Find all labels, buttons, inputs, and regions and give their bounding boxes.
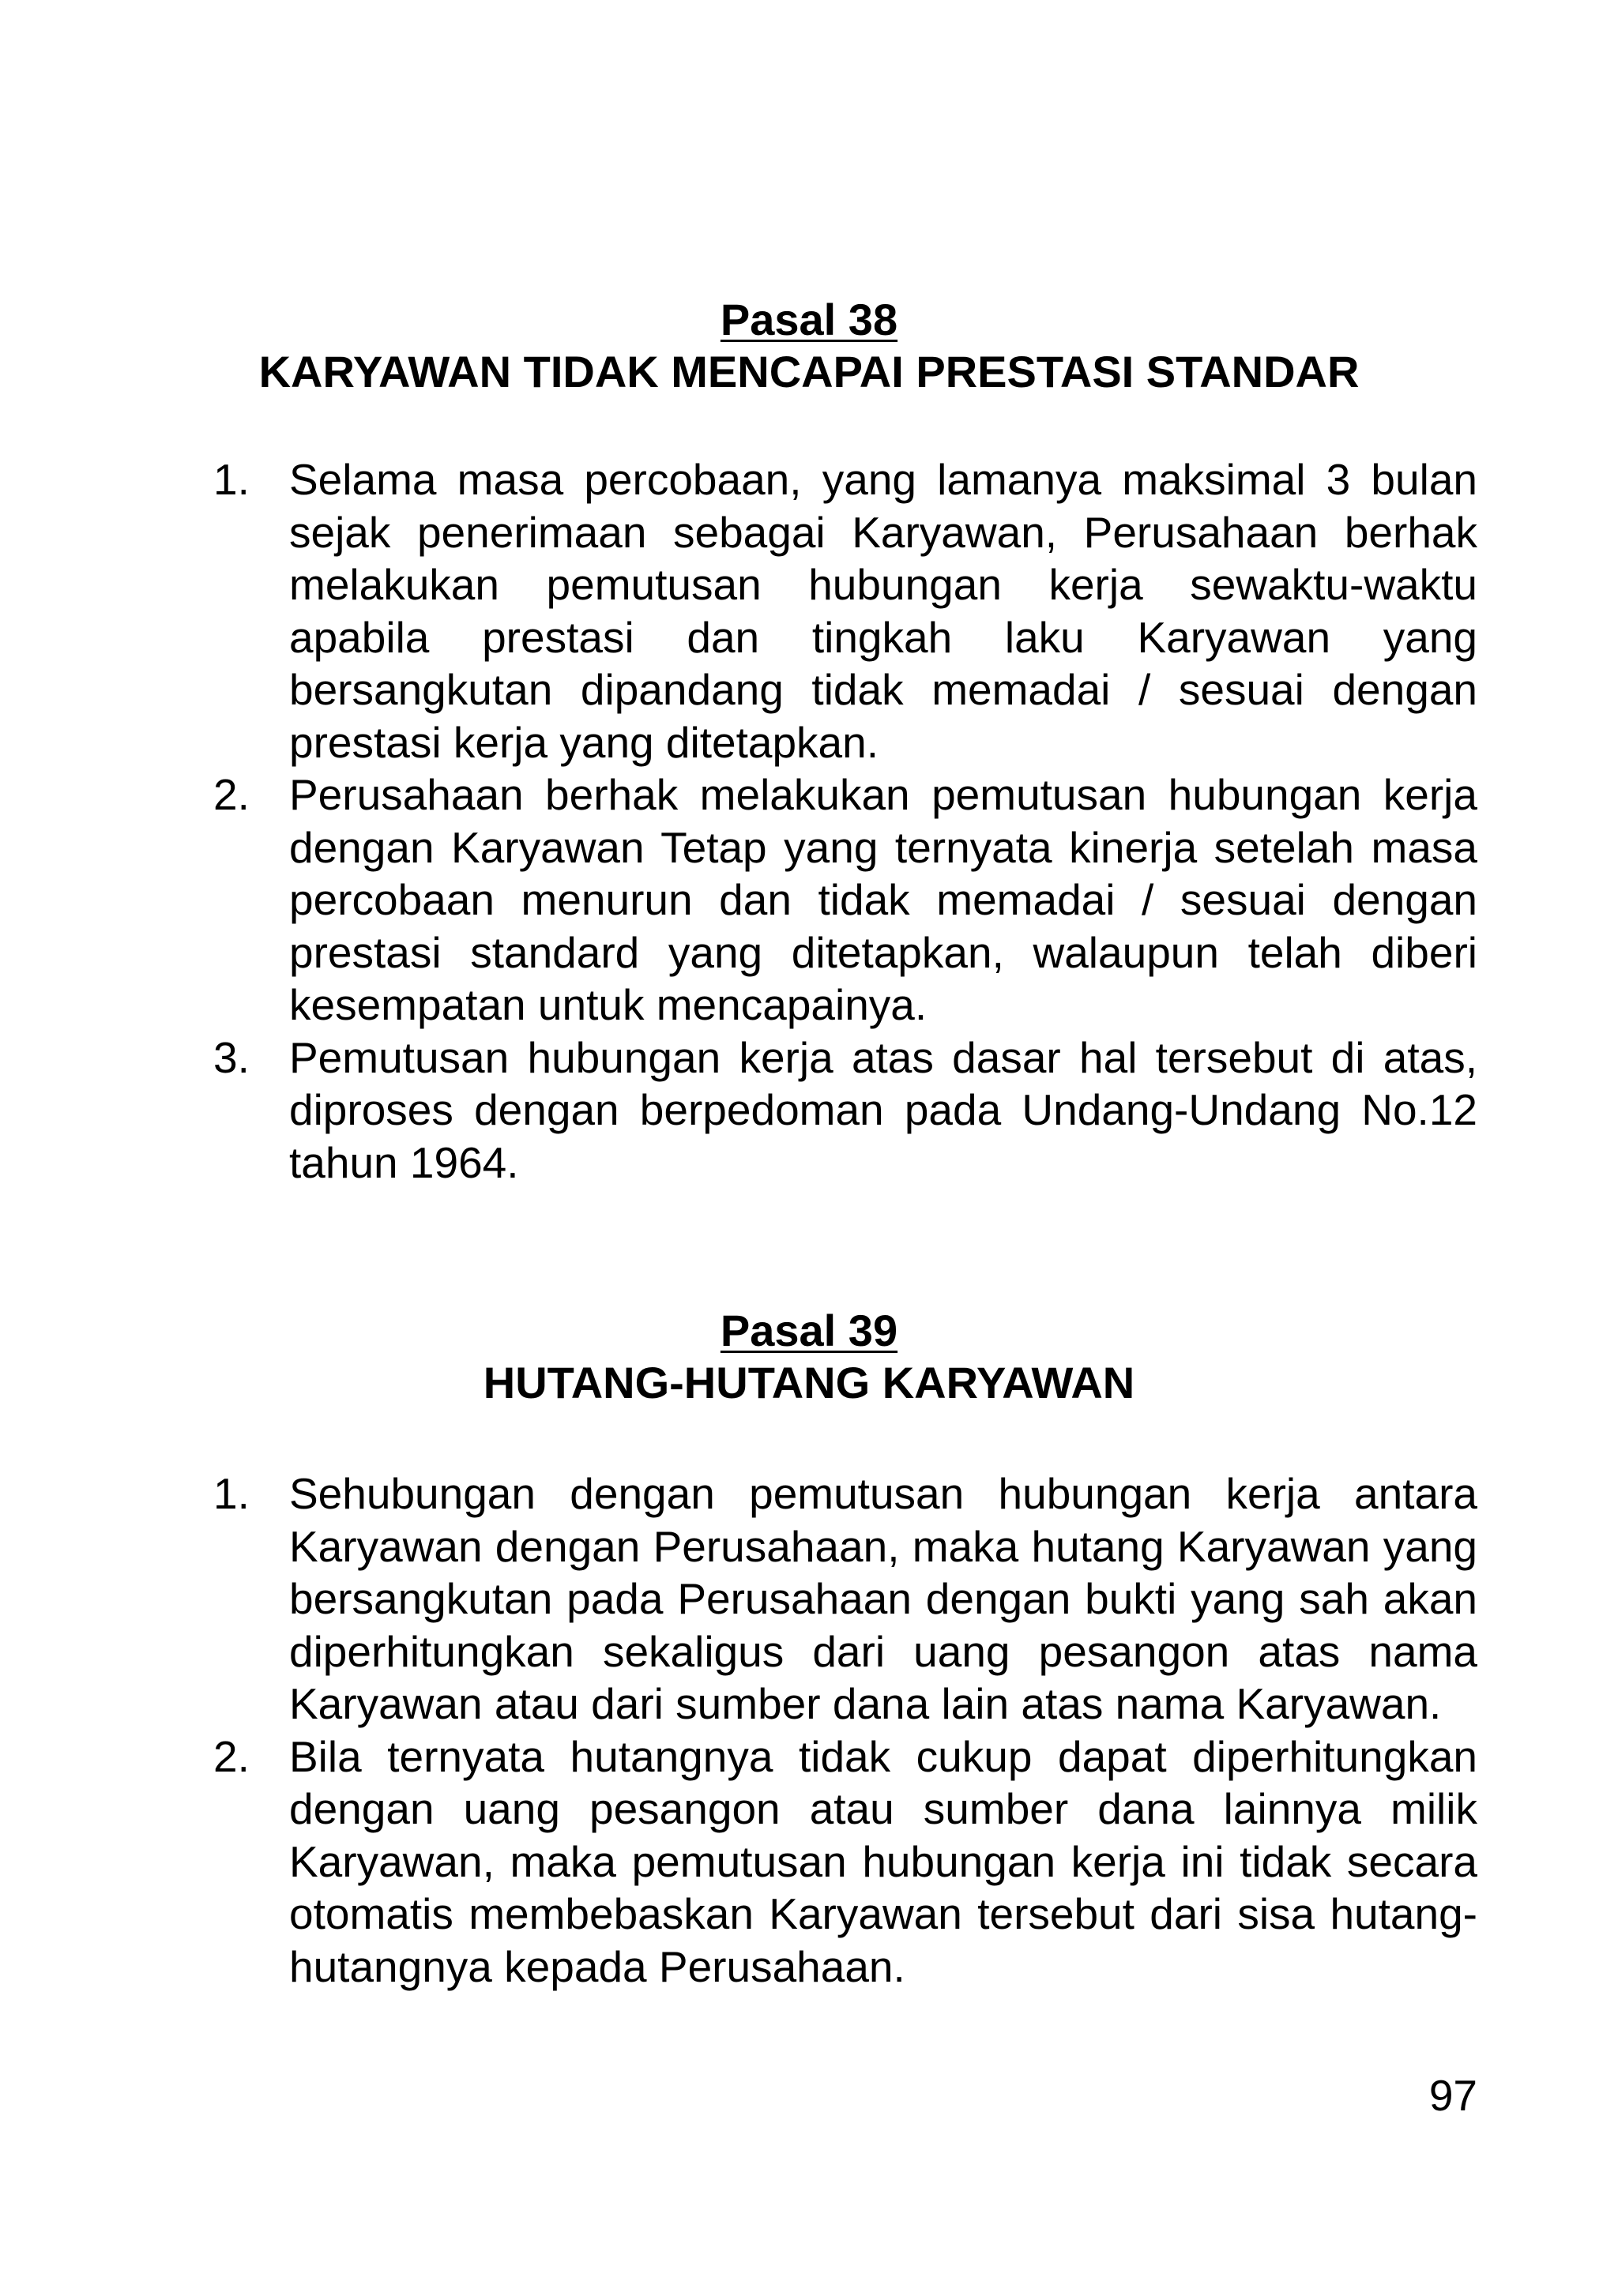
section-number: Pasal 39 [720, 1306, 898, 1355]
section-heading-pasal-38 [0, 294, 1618, 398]
list-marker: 2. [213, 1731, 250, 1781]
list-item-text: Sehubungan dengan pemutusan hubungan kerja antara Karyawan dengan Perusahaan, maka hutang Karyawan yang bersangkutan pada Perusahaan dengan bukti yang sah akan diperhitungkan sekaligus dari uang pesangon atas nama Karyawan atau dari sumber dana lain atas nama Karyawan. [289, 1469, 1477, 1728]
list-marker: 1. [213, 455, 250, 504]
list-marker: 3. [213, 1032, 250, 1082]
list-item [213, 768, 1477, 1032]
list-item [213, 453, 1477, 768]
list-item [213, 1467, 1477, 1730]
list-item-text: Pemutusan hubungan kerja atas dasar hal tersebut di atas, diproses dengan berpedoman pada Undang-Undang No.12 tahun 1964. [289, 1032, 1477, 1187]
list-item-text: Perusahaan berhak melakukan pemutusan hubungan kerja dengan Karyawan Tetap yang ternyata kinerja setelah masa percobaan menurun dan tidak memadai / sesuai dengan prestasi standard yang ditetapkan, walaupun telah diberi kesempatan untuk mencapainya. [289, 770, 1477, 1029]
section-heading-pasal-39 [0, 1305, 1618, 1409]
section-title: KARYAWAN TIDAK MENCAPAI PRESTASI STANDAR [258, 347, 1360, 396]
list-item-text: Selama masa percobaan, yang lamanya maksimal 3 bulan sejak penerimaan sebagai Karyawan, Perusahaan berhak melakukan pemutusan hubungan kerja sewaktu-waktu apabila prestasi dan tingkah laku Karyawan yang bersangkutan dipandang tidak memadai / sesuai dengan prestasi kerja yang ditetapkan. [289, 455, 1477, 767]
list-item [213, 1730, 1477, 1993]
list-item-text: Bila ternyata hutangnya tidak cukup dapat diperhitungkan dengan uang pesangon atau sumber dana lainnya milik Karyawan, maka pemutusan hubungan kerja ini tidak secara otomatis membebaskan Karyawan tersebut dari sisa hutang-hutangnya kepada Perusahaan. [289, 1731, 1477, 1991]
list-marker: 1. [213, 1469, 250, 1518]
section-number: Pasal 38 [720, 295, 898, 344]
list-item [213, 1032, 1477, 1189]
list-marker: 2. [213, 770, 250, 819]
section-title: HUTANG-HUTANG KARYAWAN [483, 1358, 1135, 1407]
section-item-list [213, 453, 1477, 1189]
section-item-list [213, 1467, 1477, 1993]
page-number: 97 [1428, 2071, 1477, 2120]
